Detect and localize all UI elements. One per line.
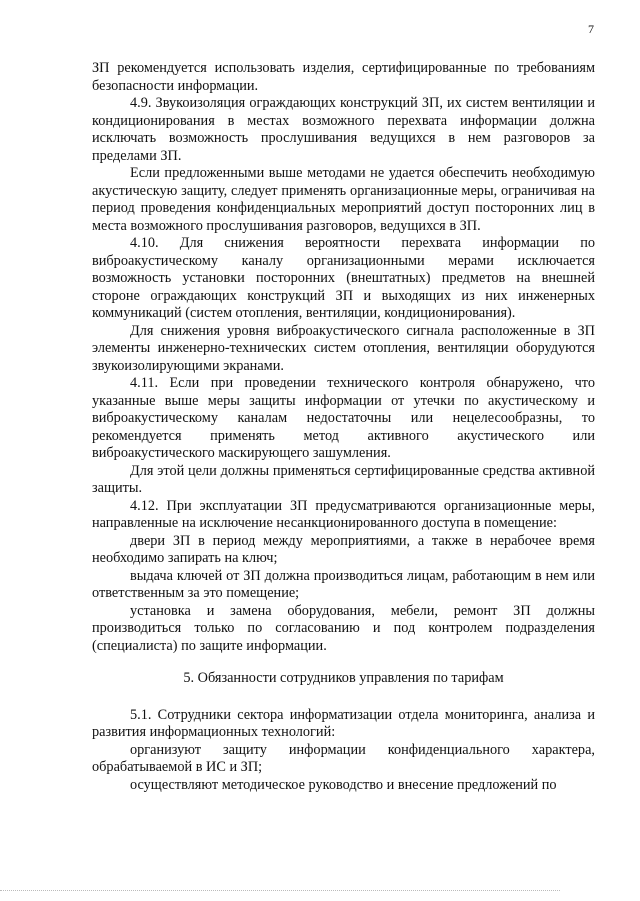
document-body [92,60,595,794]
paragraph: Если предложенными выше методами не удается обеспечить необходимую акустическую защиту, следует применять организационные меры, ограничивая на период проведения конфиденциальных мероприятий доступ посторонних лиц в места возможного прослушивания разговоров, ведущихся в ЗП. [92,165,595,234]
paragraph: выдача ключей от ЗП должна производиться лицам, работающим в нем или ответственным за это помещение; [92,567,595,601]
paragraph: 4.10. Для снижения вероятности перехвата информации по виброакустическому каналу организационными мерами исключается возможность установки посторонних (внештатных) предметов на внешней стороне ограждающих конструкций ЗП и выходящих из них инженерных коммуникаций (систем отопления, вентиляции, кондиционирования). [92,235,595,321]
paragraph: ЗП рекомендуется использовать изделия, сертифицированные по требованиям безопасности информации. [92,60,595,94]
section-heading: 5. Обязанности сотрудников управления по тарифам [183,670,504,686]
scan-edge-line [0,890,560,891]
paragraph: 4.11. Если при проведении технического контроля обнаружено, что указанные выше меры защиты информации от утечки по акустическому и виброакустическому каналам недостаточны или нецелесообразны, то рекомендуется применять метод активного акустического или виброакустического маскирующего зашумления. [92,375,595,461]
paragraph: 4.9. Звукоизоляция ограждающих конструкций ЗП, их систем вентиляции и кондиционирования в местах возможного перехвата информации должна исключать возможность прослушивания ведущихся в нем разговоров за пределами ЗП. [92,95,595,164]
paragraph: Для этой цели должны применяться сертифицированные средства активной защиты. [92,462,595,496]
paragraph: Для снижения уровня виброакустического сигнала расположенные в ЗП элементы инженерно-технических систем отопления, вентиляции оборудуются звукоизолирующими экранами. [92,322,595,374]
paragraph: установка и замена оборудования, мебели, ремонт ЗП должны производиться только по согласованию и под контролем подразделения (специалиста) по защите информации. [92,602,595,654]
paragraph: 4.12. При эксплуатации ЗП предусматриваются организационные меры, направленные на исключение несанкционированного доступа в помещение: [92,497,595,531]
paragraph: осуществляют методическое руководство и внесение предложений по [130,776,557,793]
paragraph: 5.1. Сотрудники сектора информатизации отдела мониторинга, анализа и развития информационных технологий: [92,706,595,740]
paragraph: организуют защиту информации конфиденциального характера, обрабатываемой в ИС и ЗП; [92,741,595,775]
page-number: 7 [588,22,594,36]
paragraph: двери ЗП в период между мероприятиями, а также в нерабочее время необходимо запирать на ключ; [92,532,595,566]
